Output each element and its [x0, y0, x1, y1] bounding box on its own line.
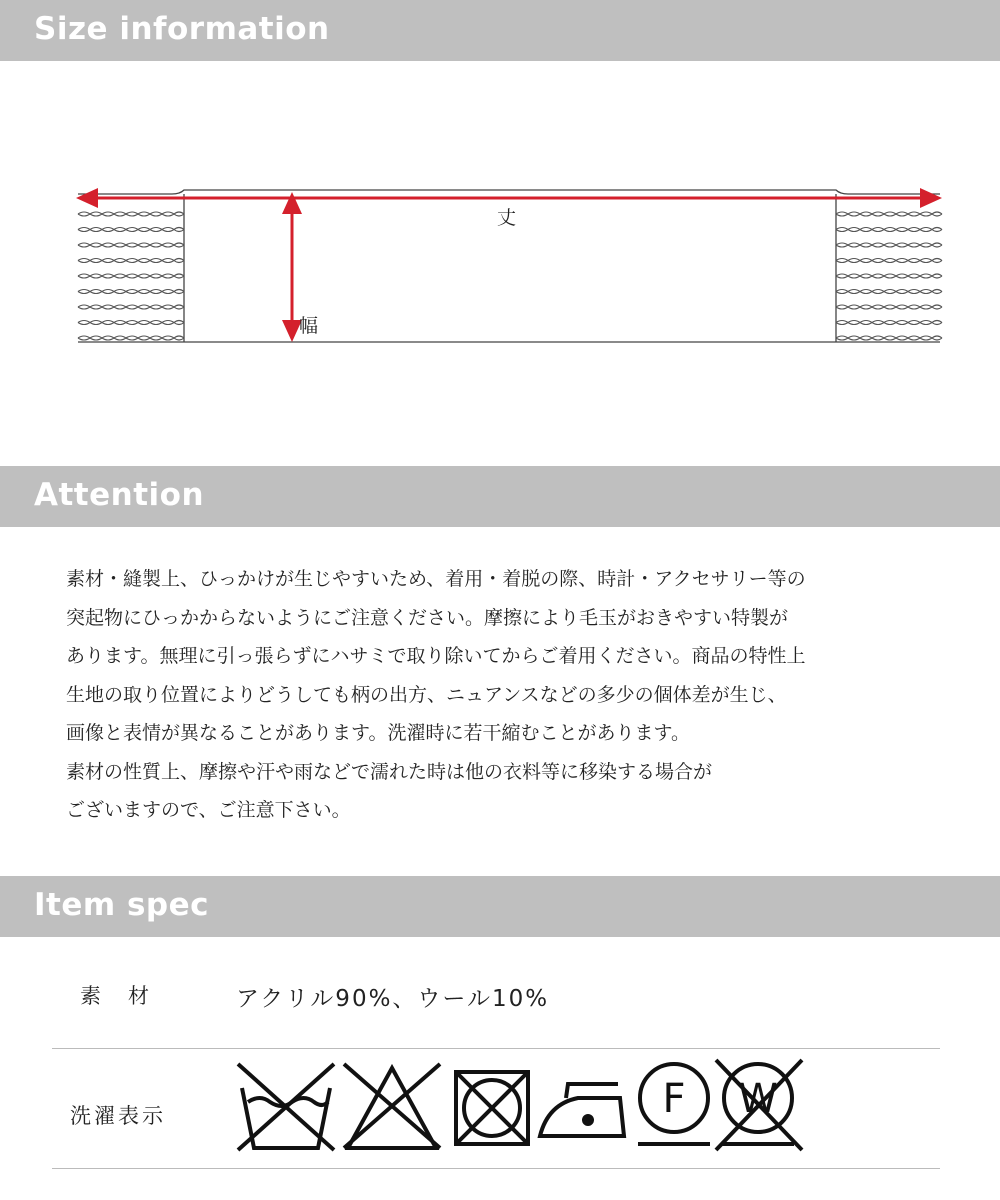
attention-line: 生地の取り位置によりどうしても柄の出方、ニュアンスなどの多少の個体差が生じ、	[66, 683, 787, 706]
dry-clean-f-icon	[638, 1064, 710, 1144]
section-title: Attention	[34, 477, 205, 513]
divider	[52, 1048, 940, 1049]
attention-line: 素材・縫製上、ひっかけが生じやすいため、着用・着脱の際、時計・アクセサリー等の	[66, 568, 806, 590]
section-header-attention	[0, 466, 1000, 527]
attention-text	[66, 560, 946, 830]
section-title: Size information	[34, 11, 330, 47]
care-label: 洗濯表示	[70, 1104, 166, 1128]
width-label: 幅	[299, 315, 319, 337]
wet-clean-letter: W	[738, 1076, 778, 1122]
no-bleach-icon	[344, 1064, 440, 1148]
no-wet-clean-icon	[716, 1060, 802, 1150]
iron-low-icon	[540, 1084, 624, 1136]
section-header-spec	[0, 876, 1000, 937]
attention-line: ございますので、ご注意下さい。	[66, 799, 351, 821]
no-tumble-dry-icon	[456, 1072, 528, 1144]
attention-line: 素材の性質上、摩擦や汗や雨などで濡れた時は他の衣料等に移染する場合が	[66, 760, 713, 783]
care-symbols	[236, 1058, 816, 1154]
attention-line: 突起物にひっかからないようにご注意ください。摩擦により毛玉がおきやすい特製が	[66, 606, 789, 629]
scarf-diagram	[0, 150, 1000, 380]
length-arrow	[76, 188, 942, 208]
material-label: 素 材	[80, 984, 152, 1008]
dry-clean-letter: F	[662, 1076, 686, 1122]
no-wash-icon	[238, 1064, 334, 1150]
length-label: 丈	[497, 207, 517, 229]
material-value: アクリル90%、ウール10%	[236, 986, 550, 1012]
attention-line: 画像と表情が異なることがあります。洗濯時に若干縮むことがあります。	[66, 722, 690, 744]
fringe-right	[836, 212, 942, 340]
attention-line: あります。無理に引っ張らずにハサミで取り除いてからご着用ください。商品の特性上	[66, 645, 806, 667]
section-title: Item spec	[34, 887, 210, 923]
section-header-size	[0, 0, 1000, 61]
divider	[52, 1168, 940, 1169]
fringe-left	[78, 212, 184, 340]
